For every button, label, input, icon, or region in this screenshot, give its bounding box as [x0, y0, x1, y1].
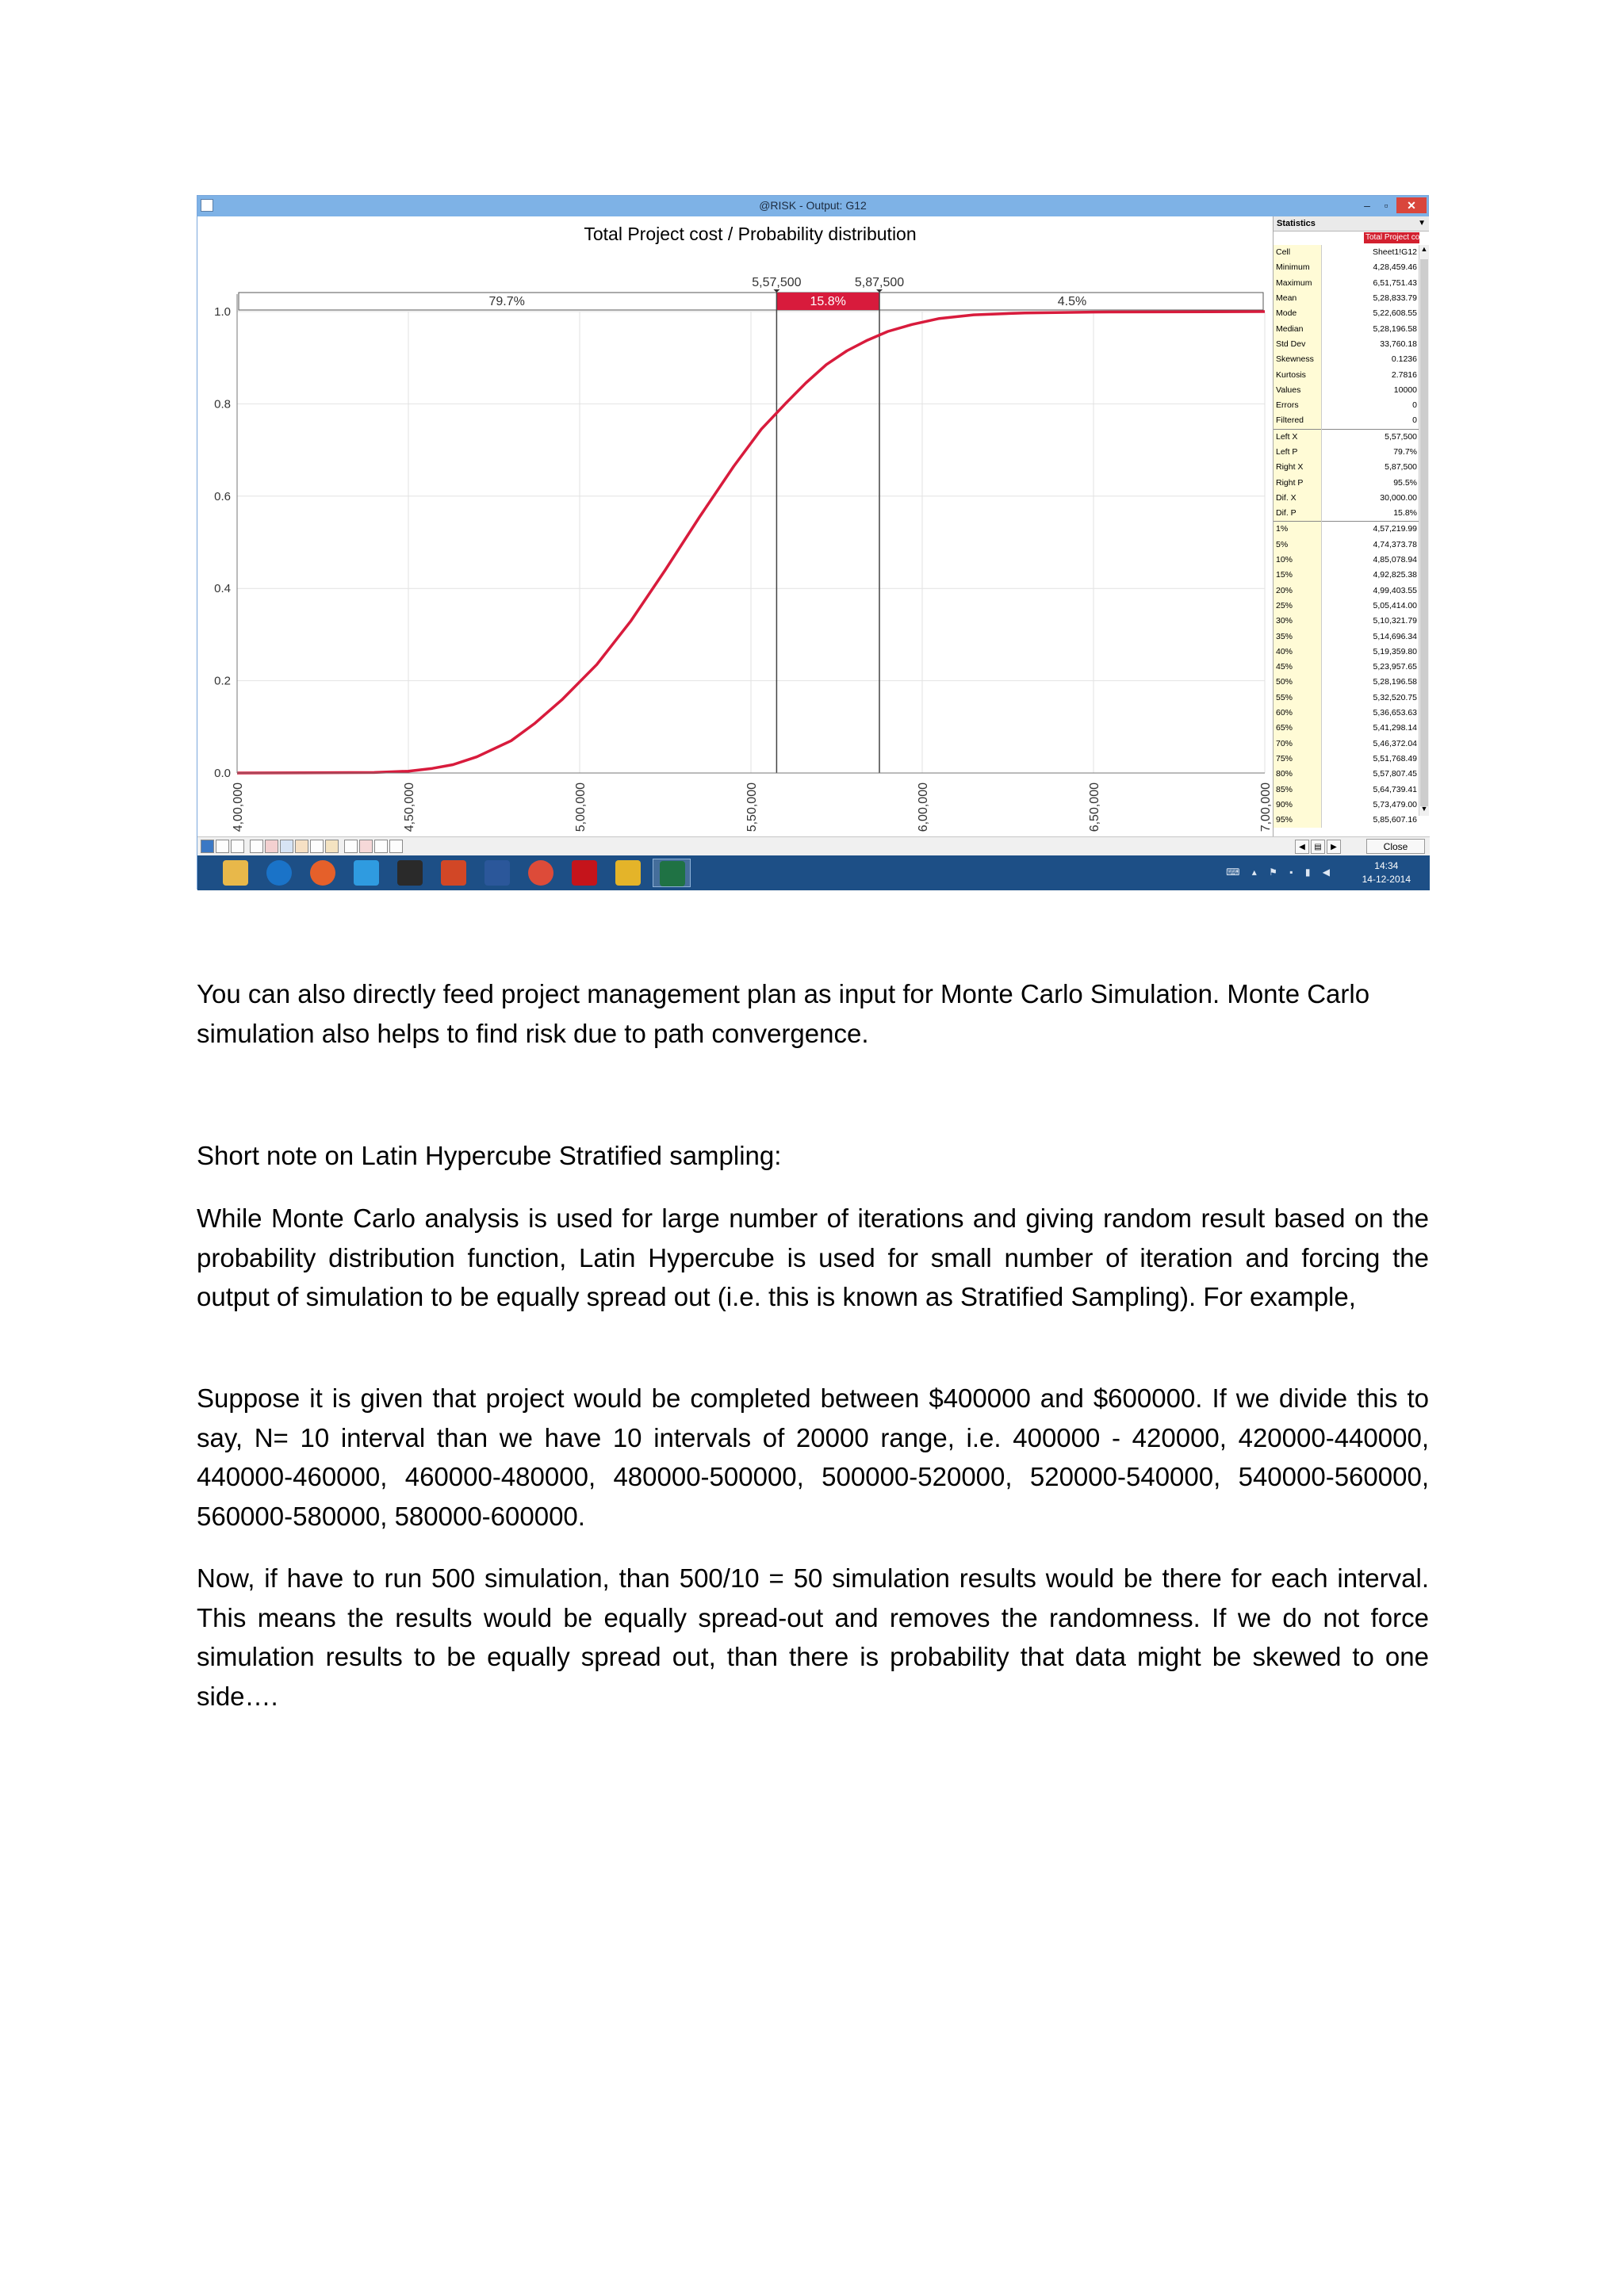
stat-row: [1274, 398, 1419, 413]
next-button[interactable]: ▶: [1327, 840, 1341, 854]
taskbar-app-button[interactable]: [304, 859, 342, 887]
taskbar-clock[interactable]: [1362, 859, 1411, 886]
stat-label: 40%: [1274, 645, 1322, 660]
stat-label: 75%: [1274, 752, 1322, 767]
windows-taskbar: [197, 855, 1430, 890]
stat-row: [1274, 614, 1419, 629]
left-delimiter-marker: [773, 289, 779, 293]
fit-icon[interactable]: [344, 840, 358, 853]
stat-label: 55%: [1274, 691, 1322, 706]
stat-row: [1274, 782, 1419, 797]
stat-label: 70%: [1274, 737, 1322, 752]
previous-button[interactable]: ◀: [1295, 840, 1309, 854]
stat-label: Dif. X: [1274, 491, 1322, 506]
taskbar-app-button[interactable]: [435, 859, 473, 887]
stat-label: Right X: [1274, 460, 1322, 475]
x-tick-label: 7,00,000: [1259, 783, 1273, 832]
y-tick-label: 0.2: [214, 674, 231, 688]
stat-value: 4,92,825.38: [1373, 570, 1417, 580]
stat-value: 5,73,479.00: [1373, 799, 1417, 809]
hp-icon: [266, 860, 292, 886]
stat-label: 30%: [1274, 614, 1322, 629]
cdf-chart: [197, 216, 1271, 836]
x-tick-label: 5,50,000: [745, 783, 759, 832]
scroll-up-icon[interactable]: ▲: [1420, 245, 1428, 253]
stat-row: [1274, 475, 1419, 490]
stat-label: 15%: [1274, 568, 1322, 583]
stat-value: 5,14,696.34: [1373, 631, 1417, 641]
stat-row: [1274, 321, 1419, 336]
acrobat-icon: [572, 860, 597, 886]
overlay-icon[interactable]: [280, 840, 293, 853]
statistics-header-label: Statistics: [1277, 219, 1316, 228]
statistics-scrollbar[interactable]: [1419, 245, 1429, 816]
y-tick-label: 1.0: [214, 305, 231, 319]
stat-value: 4,28,459.46: [1373, 262, 1417, 273]
stat-value: Sheet1!G12: [1372, 247, 1417, 258]
stat-label: Filtered: [1274, 413, 1322, 429]
stat-row: [1274, 538, 1419, 553]
media-player-icon: [310, 860, 335, 886]
camera-app-icon: [397, 860, 423, 886]
stat-label: Dif. P: [1274, 506, 1322, 522]
right-delimiter-marker: [876, 289, 883, 293]
stat-label: Kurtosis: [1274, 367, 1322, 382]
stat-row: [1274, 276, 1419, 291]
stat-row: [1274, 767, 1419, 782]
y-tick-label: 0.0: [214, 767, 231, 780]
stat-value: 5,41,298.14: [1373, 723, 1417, 733]
stat-row: [1274, 306, 1419, 321]
stat-value: 95.5%: [1393, 477, 1417, 488]
stat-row: [1274, 383, 1419, 398]
stat-row: [1274, 691, 1419, 706]
stat-label: 65%: [1274, 721, 1322, 736]
histogram-icon[interactable]: [216, 840, 229, 853]
scroll-down-icon[interactable]: ▼: [1420, 805, 1428, 813]
stat-value: 5,57,500: [1322, 429, 1420, 445]
stat-row: [1274, 245, 1419, 260]
stat-row: [1274, 413, 1419, 429]
statistics-panel: [1273, 216, 1438, 836]
stat-value: 4,99,403.55: [1373, 585, 1417, 595]
stat-label: 5%: [1274, 538, 1322, 553]
summary-icon[interactable]: [325, 840, 339, 853]
triangle-icon[interactable]: [359, 840, 373, 853]
stat-label: Maximum: [1274, 276, 1322, 291]
statistics-table: [1274, 245, 1419, 828]
stat-value: 79.7%: [1393, 447, 1417, 457]
stat-row: [1274, 675, 1419, 690]
help-icon[interactable]: [201, 840, 214, 853]
stat-label: 95%: [1274, 813, 1322, 828]
chart-type-icon[interactable]: [231, 840, 244, 853]
stat-row: [1274, 721, 1419, 736]
taskbar-app-button[interactable]: [522, 859, 560, 887]
chart-area: [197, 216, 1271, 836]
stat-value: 5,19,359.80: [1373, 646, 1417, 656]
stat-value: 2.7816: [1391, 369, 1417, 380]
stat-label: 25%: [1274, 599, 1322, 614]
stat-label: Median: [1274, 321, 1322, 336]
zoom-out-icon[interactable]: [389, 840, 403, 853]
zoom-in-icon[interactable]: [374, 840, 388, 853]
close-window-button[interactable]: ✕: [1396, 197, 1427, 213]
file-explorer-icon: [223, 860, 248, 886]
taskbar-app-button[interactable]: [260, 859, 298, 887]
stat-value: 5,28,196.58: [1373, 323, 1417, 334]
stat-value: 10000: [1393, 385, 1417, 395]
stat-value: 5,28,196.58: [1373, 677, 1417, 687]
stat-value: 4,57,219.99: [1322, 522, 1420, 538]
taskbar-app-button[interactable]: [609, 859, 647, 887]
stat-row: [1274, 337, 1419, 352]
stat-label: 90%: [1274, 798, 1322, 813]
taskbar-app-button[interactable]: [653, 859, 691, 887]
stat-value: 0.1236: [1391, 354, 1417, 365]
stat-value: 15.8%: [1393, 508, 1417, 519]
stat-row: [1274, 553, 1419, 568]
stat-label: Values: [1274, 383, 1322, 398]
stat-label: 80%: [1274, 767, 1322, 782]
stat-row: [1274, 706, 1419, 721]
band-right-percent: 4.5%: [1057, 295, 1087, 308]
stat-value: 30,000.00: [1380, 492, 1417, 503]
stat-label: 1%: [1274, 522, 1322, 538]
stat-row: [1274, 352, 1419, 367]
stat-row: [1274, 429, 1419, 445]
stat-row: [1274, 445, 1419, 460]
statistics-header[interactable]: [1274, 216, 1429, 232]
stat-value: 5,57,807.45: [1373, 769, 1417, 779]
selected-output-label[interactable]: Total Project cost /...: [1365, 233, 1438, 242]
x-tick-label: 4,00,000: [232, 783, 245, 832]
stat-label: Minimum: [1274, 260, 1322, 275]
x-tick-label: 5,00,000: [574, 783, 588, 832]
copy-icon[interactable]: ▤: [1311, 840, 1325, 854]
chart-title: Total Project cost / Probability distribution: [584, 224, 917, 244]
y-tick-label: 0.6: [214, 489, 231, 503]
stat-value: 5,87,500: [1385, 462, 1417, 473]
stat-value: 5,85,607.16: [1373, 815, 1417, 825]
stat-value: 5,32,520.75: [1373, 692, 1417, 702]
internet-explorer-icon: [354, 860, 379, 886]
band-middle-percent: 15.8%: [810, 295, 846, 308]
taskbar-app-button[interactable]: [216, 859, 255, 887]
stat-label: Mean: [1274, 291, 1322, 306]
stat-row: [1274, 584, 1419, 599]
paragraph-interval-example: Suppose it is given that project would be completed between $400000 and $600000. If we divide this to say, N= 10 interval than we have 10 intervals of 20000 range, i.e. 400000 - 420000, 420000-440000, 440000-460000, 460000-480000, 480000-500000, 500000-520000, 520000-540000, 540000-560000, 560000-580000, 580000-600000.: [197, 1383, 1429, 1531]
x-tick-label: 6,00,000: [917, 783, 930, 832]
scatter-icon[interactable]: [310, 840, 324, 853]
close-button[interactable]: Close: [1366, 839, 1425, 854]
stat-label: 20%: [1274, 584, 1322, 599]
stat-row: [1274, 599, 1419, 614]
left-delimiter-label: 5,57,500: [752, 276, 802, 289]
stat-row: [1274, 522, 1419, 538]
system-tray[interactable]: ⌨ ▴ ⚑ ▪ ▮ ◀: [1226, 867, 1335, 878]
taskbar-app-button[interactable]: [347, 859, 385, 887]
stat-value: 33,760.18: [1380, 339, 1417, 349]
stat-value: 5,22,608.55: [1373, 308, 1417, 319]
taskbar-app-button[interactable]: [391, 859, 429, 887]
stat-value: 5,36,653.63: [1373, 708, 1417, 718]
stat-label: 50%: [1274, 675, 1322, 690]
stat-row: [1274, 568, 1419, 583]
probability-band-frame: [239, 293, 1263, 310]
stat-label: Left P: [1274, 445, 1322, 460]
stat-value: 5,51,768.49: [1373, 753, 1417, 763]
stat-label: 10%: [1274, 553, 1322, 568]
excel-icon: [660, 861, 685, 886]
stat-row: [1274, 491, 1419, 506]
stat-label: 60%: [1274, 706, 1322, 721]
stat-row: [1274, 291, 1419, 306]
y-tick-label: 0.4: [214, 582, 231, 596]
stat-row: [1274, 629, 1419, 644]
stat-label: Right P: [1274, 475, 1322, 490]
taskbar-app-button[interactable]: [478, 859, 516, 887]
powerpoint-icon: [441, 860, 466, 886]
stat-row: [1274, 752, 1419, 767]
filter-icon[interactable]: [265, 840, 278, 853]
word-icon: [485, 860, 510, 886]
stat-value: 4,85,078.94: [1373, 555, 1417, 565]
stat-value: 0: [1412, 415, 1417, 426]
window-title: @RISK - Output: G12: [759, 199, 867, 212]
stat-label: Mode: [1274, 306, 1322, 321]
risk-addin-icon: [615, 860, 641, 886]
stat-row: [1274, 660, 1419, 675]
stat-label: Cell: [1274, 245, 1322, 260]
stat-label: Skewness: [1274, 352, 1322, 367]
x-tick-label: 4,50,000: [403, 783, 416, 832]
stat-value: 5,28,833.79: [1373, 293, 1417, 304]
stat-value: 0: [1412, 400, 1417, 411]
clock-date: 14-12-2014: [1362, 874, 1411, 885]
maximize-button[interactable]: ▫: [1384, 199, 1388, 212]
chrome-icon: [528, 860, 553, 886]
stat-row: [1274, 645, 1419, 660]
stat-value: 5,05,414.00: [1373, 600, 1417, 610]
tornado-icon[interactable]: [295, 840, 308, 853]
chevron-down-icon[interactable]: ▼: [1418, 219, 1426, 228]
minimize-button[interactable]: –: [1364, 199, 1370, 212]
stat-value: 5,46,372.04: [1373, 738, 1417, 748]
stat-label: Errors: [1274, 398, 1322, 413]
stat-value: 5,23,957.65: [1373, 662, 1417, 672]
stat-row: [1274, 367, 1419, 382]
risk-output-window: [197, 195, 1438, 890]
stat-label: 35%: [1274, 629, 1322, 644]
scroll-thumb[interactable]: [1420, 259, 1428, 806]
clock-time: 14:34: [1374, 860, 1399, 871]
stat-value: 5,10,321.79: [1373, 616, 1417, 626]
graph-toolbar: [197, 836, 1430, 856]
taskbar-app-button[interactable]: [565, 859, 603, 887]
stat-value: 6,51,751.43: [1373, 277, 1417, 288]
stat-label: Left X: [1274, 429, 1322, 445]
stat-row: [1274, 737, 1419, 752]
stat-row: [1274, 460, 1419, 475]
stat-row: [1274, 260, 1419, 275]
stat-value: 4,74,373.78: [1373, 539, 1417, 549]
stat-row: [1274, 813, 1419, 828]
paragraph-monte-carlo-input: You can also directly feed project management plan as input for Monte Carlo Simulation. Monte Carlo simulation also helps to find risk due to path convergence.: [197, 979, 1370, 1048]
x-tick-label: 6,50,000: [1088, 783, 1101, 832]
stat-label: Std Dev: [1274, 337, 1322, 352]
paragraph-monte-carlo-vs-latin: While Monte Carlo analysis is used for large number of iterations and giving random result based on the probability distribution function, Latin Hypercube is used for small number of iteration and forcing the output of simulation to be equally spread out (i.e. this is known as Stratified Sampling). For example,: [197, 1203, 1429, 1311]
stat-value: 5,64,739.41: [1373, 784, 1417, 794]
right-delimiter-label: 5,87,500: [854, 276, 905, 289]
stat-label: 45%: [1274, 660, 1322, 675]
stat-label: 85%: [1274, 782, 1322, 797]
y-tick-label: 0.8: [214, 397, 231, 411]
stat-row: [1274, 506, 1419, 522]
paragraph-equal-spread: Now, if have to run 500 simulation, than 500/10 = 50 simulation results would be there for each interval. This means the results would be equally spread-out and removes the randomness. If we do not force simulation results to be equally spread out, than there is probability that data might be skewed to one side….: [197, 1563, 1429, 1711]
stat-row: [1274, 798, 1419, 813]
band-left-percent: 79.7%: [488, 295, 525, 308]
cumulative-icon[interactable]: [250, 840, 263, 853]
window-titlebar: [197, 196, 1428, 216]
section-heading-latin-hypercube: Short note on Latin Hypercube Stratified sampling:: [197, 1141, 782, 1170]
